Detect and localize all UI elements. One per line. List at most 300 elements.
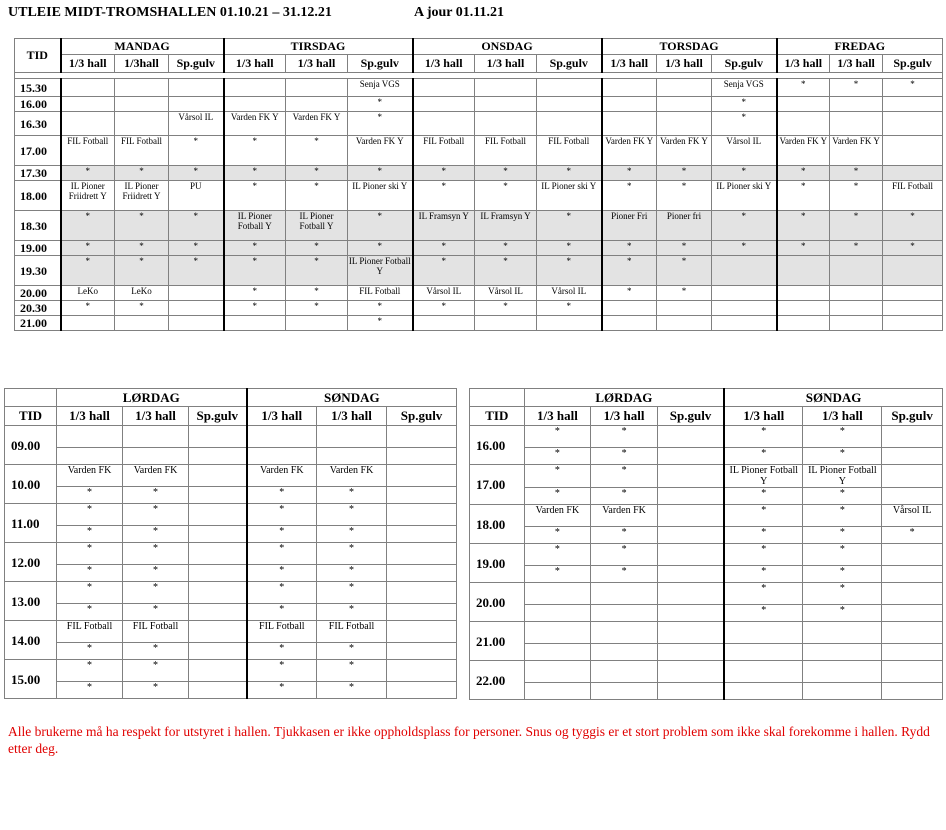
booking-cell: * <box>169 256 224 286</box>
booking-cell: * <box>247 504 317 526</box>
booking-cell: * <box>537 211 602 241</box>
booking-cell: * <box>777 241 830 256</box>
booking-cell: * <box>57 660 123 682</box>
time-cell: 22.00 <box>470 661 525 700</box>
booking-cell <box>657 79 712 97</box>
time-cell: 17.30 <box>15 166 61 181</box>
booking-cell: * <box>57 604 123 621</box>
booking-cell: * <box>348 112 413 136</box>
booking-cell: LeKo <box>61 286 115 301</box>
booking-cell <box>657 661 724 683</box>
booking-cell: * <box>803 448 882 465</box>
booking-cell <box>712 316 777 331</box>
booking-cell: * <box>830 166 883 181</box>
booking-cell: Vårsol IL <box>413 286 475 301</box>
column-header: Sp.gulv <box>883 55 943 73</box>
booking-cell: * <box>169 136 224 166</box>
booking-cell: FIL Fotball <box>348 286 413 301</box>
column-header: 1/3 hall <box>724 407 803 426</box>
time-cell: 16.00 <box>470 426 525 465</box>
day-header: MANDAG <box>61 39 224 55</box>
time-cell: 15.00 <box>5 660 57 699</box>
table-row <box>5 604 457 621</box>
table-row <box>470 465 943 488</box>
booking-cell: * <box>724 605 803 622</box>
table-row <box>15 316 943 331</box>
booking-cell: * <box>475 301 537 316</box>
column-header: 1/3 hall <box>524 407 591 426</box>
booking-cell: * <box>123 582 189 604</box>
booking-cell <box>169 316 224 331</box>
booking-cell: * <box>123 565 189 582</box>
booking-cell: * <box>317 682 387 699</box>
booking-cell: * <box>286 256 348 286</box>
table-row <box>470 527 943 544</box>
table-row <box>470 644 943 661</box>
booking-cell <box>657 566 724 583</box>
booking-cell <box>387 526 457 543</box>
booking-cell: * <box>61 211 115 241</box>
tid-header: TID <box>15 39 61 73</box>
booking-cell: * <box>830 79 883 97</box>
booking-cell: * <box>524 465 591 488</box>
time-cell: 12.00 <box>5 543 57 582</box>
table-row <box>470 505 943 527</box>
column-header: 1/3 hall <box>803 407 882 426</box>
column-header: 1/3 hall <box>830 55 883 73</box>
time-cell: 20.30 <box>15 301 61 316</box>
time-cell: 10.00 <box>5 465 57 504</box>
booking-cell: * <box>348 301 413 316</box>
table-row <box>5 426 457 448</box>
booking-cell <box>247 426 317 448</box>
updated-date: A jour 01.11.21 <box>414 5 504 20</box>
booking-cell <box>189 487 247 504</box>
booking-cell: * <box>286 286 348 301</box>
booking-cell: * <box>123 543 189 565</box>
booking-cell <box>657 544 724 566</box>
booking-cell: * <box>724 544 803 566</box>
booking-cell <box>883 136 943 166</box>
booking-cell: Varden FK Y <box>777 136 830 166</box>
time-cell: 09.00 <box>5 426 57 465</box>
booking-cell <box>61 316 115 331</box>
booking-cell <box>169 79 224 97</box>
booking-cell: * <box>224 181 286 211</box>
booking-cell: * <box>123 643 189 660</box>
booking-cell: * <box>123 660 189 682</box>
booking-cell <box>387 565 457 582</box>
booking-cell: IL Pioner Fotball Y <box>348 256 413 286</box>
booking-cell: * <box>712 112 777 136</box>
booking-cell: Varden FK Y <box>286 112 348 136</box>
column-header: Sp.gulv <box>712 55 777 73</box>
booking-cell <box>413 97 475 112</box>
booking-cell: * <box>115 211 169 241</box>
table-row <box>5 660 457 682</box>
booking-cell <box>317 426 387 448</box>
booking-cell: * <box>602 256 657 286</box>
table-row <box>470 622 943 644</box>
day-header: SØNDAG <box>724 389 942 407</box>
booking-cell <box>657 622 724 644</box>
booking-cell <box>475 79 537 97</box>
booking-cell <box>724 622 803 644</box>
booking-cell: FIL Fotball <box>537 136 602 166</box>
booking-cell <box>524 661 591 683</box>
booking-cell: * <box>777 166 830 181</box>
booking-cell: IL Pioner Friidrett Y <box>61 181 115 211</box>
booking-cell <box>657 583 724 605</box>
booking-cell: * <box>883 241 943 256</box>
booking-cell: * <box>123 504 189 526</box>
booking-cell: * <box>348 166 413 181</box>
booking-cell: Senja VGS <box>348 79 413 97</box>
booking-cell: * <box>657 256 712 286</box>
booking-cell <box>524 622 591 644</box>
booking-cell: * <box>777 79 830 97</box>
booking-cell: * <box>286 136 348 166</box>
column-header: Sp.gulv <box>169 55 224 73</box>
table-row <box>15 181 943 211</box>
weekday-schedule-table <box>14 38 943 331</box>
booking-cell: * <box>537 301 602 316</box>
booking-cell: * <box>247 582 317 604</box>
booking-cell <box>882 448 943 465</box>
booking-cell <box>387 621 457 643</box>
booking-cell: * <box>475 166 537 181</box>
booking-cell: FIL Fotball <box>123 621 189 643</box>
booking-cell <box>883 301 943 316</box>
column-header: 1/3 hall <box>224 55 286 73</box>
booking-cell <box>777 256 830 286</box>
booking-cell: * <box>602 181 657 211</box>
booking-cell: * <box>413 166 475 181</box>
booking-cell: * <box>602 241 657 256</box>
booking-cell: * <box>591 448 658 465</box>
table-row <box>470 544 943 566</box>
booking-cell <box>169 97 224 112</box>
booking-cell <box>224 97 286 112</box>
booking-cell <box>803 661 882 683</box>
time-cell: 16.30 <box>15 112 61 136</box>
booking-cell <box>657 488 724 505</box>
booking-cell <box>286 316 348 331</box>
booking-cell: FIL Fotball <box>247 621 317 643</box>
booking-cell: Varden FK Y <box>657 136 712 166</box>
booking-cell: Varden FK <box>123 465 189 487</box>
column-header: 1/3 hall <box>657 55 712 73</box>
booking-cell: * <box>883 79 943 97</box>
booking-cell: FIL Fotball <box>413 136 475 166</box>
booking-cell <box>524 644 591 661</box>
booking-cell <box>712 256 777 286</box>
booking-cell <box>724 661 803 683</box>
booking-cell <box>224 316 286 331</box>
booking-cell: * <box>591 465 658 488</box>
booking-cell: * <box>803 544 882 566</box>
booking-cell: * <box>57 487 123 504</box>
booking-cell <box>657 112 712 136</box>
booking-cell <box>286 79 348 97</box>
booking-cell <box>475 112 537 136</box>
booking-cell: * <box>524 426 591 448</box>
booking-cell <box>830 112 883 136</box>
booking-cell <box>830 286 883 301</box>
booking-cell <box>657 426 724 448</box>
booking-cell <box>777 301 830 316</box>
booking-cell <box>657 448 724 465</box>
booking-cell: * <box>883 211 943 241</box>
booking-cell <box>286 97 348 112</box>
booking-cell <box>537 316 602 331</box>
booking-cell <box>602 79 657 97</box>
booking-cell <box>189 465 247 487</box>
booking-cell: IL Framsyn Y <box>475 211 537 241</box>
table-row <box>15 256 943 286</box>
table-row <box>470 583 943 605</box>
booking-cell <box>189 582 247 604</box>
table-row <box>5 543 457 565</box>
booking-cell: * <box>524 566 591 583</box>
column-header: 1/3 hall <box>317 407 387 426</box>
booking-cell: * <box>115 256 169 286</box>
time-cell: 18.00 <box>15 181 61 211</box>
booking-cell: * <box>57 682 123 699</box>
time-cell: 17.00 <box>15 136 61 166</box>
booking-cell: * <box>413 181 475 211</box>
time-cell: 18.30 <box>15 211 61 241</box>
time-cell: 19.00 <box>15 241 61 256</box>
booking-cell: Vårsol IL <box>882 505 943 527</box>
booking-cell: * <box>524 448 591 465</box>
booking-cell: LeKo <box>115 286 169 301</box>
table-row <box>470 426 943 448</box>
column-header: 1/3 hall <box>57 407 123 426</box>
booking-cell <box>591 583 658 605</box>
booking-cell: * <box>57 543 123 565</box>
booking-cell <box>524 683 591 700</box>
booking-cell: FIL Fotball <box>317 621 387 643</box>
booking-cell <box>724 683 803 700</box>
booking-cell: * <box>475 241 537 256</box>
booking-cell: * <box>115 301 169 316</box>
booking-cell: * <box>123 487 189 504</box>
table-row <box>5 682 457 699</box>
booking-cell <box>830 301 883 316</box>
booking-cell: * <box>591 426 658 448</box>
column-header: 1/3hall <box>115 55 169 73</box>
booking-cell <box>657 301 712 316</box>
booking-cell: Varden FK Y <box>602 136 657 166</box>
booking-cell <box>777 316 830 331</box>
day-header: LØRDAG <box>524 389 724 407</box>
tid-header: TID <box>5 407 57 426</box>
booking-cell: IL Pioner ski Y <box>712 181 777 211</box>
booking-cell: * <box>57 565 123 582</box>
booking-cell <box>591 661 658 683</box>
booking-cell: * <box>115 166 169 181</box>
booking-cell: * <box>830 211 883 241</box>
booking-cell <box>475 97 537 112</box>
column-header: 1/3 hall <box>247 407 317 426</box>
time-cell: 11.00 <box>5 504 57 543</box>
booking-cell: * <box>591 527 658 544</box>
booking-cell <box>387 543 457 565</box>
table-row <box>15 112 943 136</box>
booking-cell: * <box>724 566 803 583</box>
booking-cell: * <box>475 181 537 211</box>
booking-cell: * <box>115 241 169 256</box>
booking-cell <box>591 605 658 622</box>
booking-cell: * <box>777 211 830 241</box>
booking-cell: * <box>524 544 591 566</box>
booking-cell: * <box>803 583 882 605</box>
booking-cell: FIL Fotball <box>883 181 943 211</box>
table-row <box>15 136 943 166</box>
booking-cell <box>883 112 943 136</box>
booking-cell <box>882 583 943 605</box>
booking-cell: * <box>712 166 777 181</box>
booking-cell <box>883 166 943 181</box>
booking-cell <box>61 112 115 136</box>
booking-cell <box>387 604 457 621</box>
booking-cell <box>387 465 457 487</box>
booking-cell: * <box>724 505 803 527</box>
booking-cell: * <box>537 166 602 181</box>
weekend-schedule-morning-table <box>4 388 457 699</box>
booking-cell <box>882 465 943 488</box>
table-row <box>5 565 457 582</box>
table-row <box>5 448 457 465</box>
booking-cell: * <box>803 566 882 583</box>
booking-cell <box>591 644 658 661</box>
booking-cell: * <box>712 211 777 241</box>
booking-cell <box>657 683 724 700</box>
day-header: LØRDAG <box>57 389 247 407</box>
booking-cell: * <box>286 181 348 211</box>
booking-cell: * <box>317 487 387 504</box>
column-header: Sp.gulv <box>348 55 413 73</box>
booking-cell: * <box>61 166 115 181</box>
booking-cell: * <box>657 166 712 181</box>
booking-cell: * <box>348 211 413 241</box>
column-header: 1/3 hall <box>413 55 475 73</box>
booking-cell: * <box>224 256 286 286</box>
booking-cell <box>724 644 803 661</box>
booking-cell <box>602 316 657 331</box>
column-header: Sp.gulv <box>882 407 943 426</box>
booking-cell <box>657 465 724 488</box>
booking-cell: * <box>123 682 189 699</box>
booking-cell: * <box>61 301 115 316</box>
booking-cell: * <box>247 543 317 565</box>
booking-cell: * <box>413 241 475 256</box>
booking-cell: * <box>712 97 777 112</box>
booking-cell <box>524 605 591 622</box>
column-header: 1/3 hall <box>61 55 115 73</box>
booking-cell <box>123 426 189 448</box>
booking-cell <box>657 505 724 527</box>
booking-cell <box>57 448 123 465</box>
time-cell: 18.00 <box>470 505 525 544</box>
booking-cell: IL Pioner Fotball Y <box>803 465 882 488</box>
booking-cell <box>169 286 224 301</box>
booking-cell: * <box>224 136 286 166</box>
table-row <box>5 643 457 660</box>
booking-cell <box>317 448 387 465</box>
booking-cell <box>657 97 712 112</box>
booking-cell <box>524 583 591 605</box>
booking-cell <box>115 79 169 97</box>
booking-cell: * <box>724 426 803 448</box>
booking-cell <box>602 97 657 112</box>
booking-cell: * <box>317 526 387 543</box>
table-row <box>470 661 943 683</box>
booking-cell <box>189 448 247 465</box>
rules-notice: Alle brukerne må ha respekt for utstyret i hallen. Tjukkasen er ikke oppholdsplass for personer. Snus og tyggis er et stort problem som ikke skal forekomme i hallen. Rydd etter deg. <box>8 724 930 756</box>
booking-cell: * <box>882 527 943 544</box>
table-row <box>5 465 457 487</box>
booking-cell <box>883 97 943 112</box>
booking-cell <box>882 661 943 683</box>
booking-cell: * <box>602 286 657 301</box>
column-header: Sp.gulv <box>537 55 602 73</box>
booking-cell: * <box>224 286 286 301</box>
booking-cell <box>657 605 724 622</box>
booking-cell: * <box>286 166 348 181</box>
booking-cell <box>387 643 457 660</box>
booking-cell: Varden FK <box>591 505 658 527</box>
booking-cell: * <box>317 643 387 660</box>
table-row <box>5 487 457 504</box>
booking-cell: IL Pioner Fotball Y <box>286 211 348 241</box>
booking-cell: * <box>413 301 475 316</box>
booking-cell <box>247 448 317 465</box>
booking-cell: * <box>224 241 286 256</box>
booking-cell: * <box>348 316 413 331</box>
booking-cell <box>882 544 943 566</box>
booking-cell: * <box>803 505 882 527</box>
booking-cell: * <box>169 241 224 256</box>
booking-cell <box>189 682 247 699</box>
booking-cell: * <box>712 241 777 256</box>
booking-cell <box>712 286 777 301</box>
booking-cell: * <box>803 527 882 544</box>
booking-cell: * <box>317 604 387 621</box>
booking-cell: * <box>657 241 712 256</box>
booking-cell: * <box>348 241 413 256</box>
booking-cell: Varden FK <box>317 465 387 487</box>
booking-cell <box>189 543 247 565</box>
booking-cell: * <box>724 527 803 544</box>
booking-cell <box>387 426 457 448</box>
table-row <box>5 504 457 526</box>
booking-cell <box>189 426 247 448</box>
booking-cell <box>57 426 123 448</box>
booking-cell <box>803 622 882 644</box>
column-header: 1/3 hall <box>602 55 657 73</box>
day-header: TORSDAG <box>602 39 777 55</box>
booking-cell <box>61 79 115 97</box>
booking-cell: * <box>57 504 123 526</box>
booking-cell <box>883 286 943 301</box>
table-row <box>15 286 943 301</box>
booking-cell <box>777 97 830 112</box>
booking-cell <box>189 504 247 526</box>
booking-cell <box>224 79 286 97</box>
booking-cell <box>61 97 115 112</box>
